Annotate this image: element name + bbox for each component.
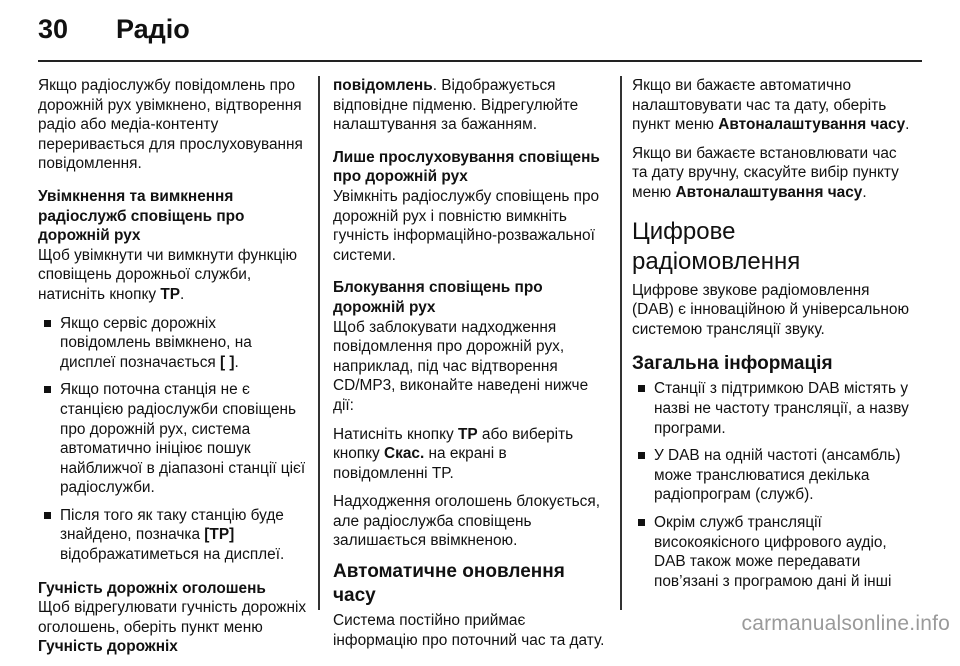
menu-item-label: Гучність дорожніх	[38, 638, 178, 656]
button-label: Скас.	[384, 445, 425, 463]
page-header	[38, 14, 922, 54]
paragraph	[333, 425, 605, 484]
text: Щоб увімкнути чи вимкнути функцію сповіщень дорожньої служби, натисніть кнопку	[38, 246, 298, 303]
text: У DAB на одній частоті (ансамбль) може транслюватися декілька радіопрограм (служб).	[654, 447, 901, 504]
menu-item-label: Автоналаштування часу	[675, 183, 863, 201]
bullet-icon	[638, 452, 645, 459]
paragraph: Увімкніть радіослужбу сповіщень про дорожній рух і повністю вимкніть гучність інформаційно-розважальної системи.	[333, 187, 600, 264]
text: . Відображується відповідне підменю. Відрегулюйте налаштування за бажанням.	[333, 77, 579, 134]
list-item	[38, 506, 310, 565]
bullet-icon	[638, 385, 645, 392]
paragraph: Система постійно приймає інформацію про поточний час та дату.	[333, 612, 605, 649]
text: Щоб відрегулювати гучність дорожніх оголошень, оберіть пункт меню	[38, 599, 307, 636]
bullet-icon	[44, 512, 51, 519]
list-item	[632, 446, 910, 505]
list-item	[632, 379, 910, 438]
paragraph	[38, 598, 310, 657]
section-heading: Лише прослуховування сповіщень про дорожній рух	[333, 148, 600, 186]
column-2	[333, 76, 605, 659]
text: Станції з підтримкою DAB містять у назві не частоту трансляції, а назву програми.	[654, 380, 909, 437]
text: .	[180, 285, 185, 303]
text: Якщо поточна станція не є станцією радіослужби сповіщень про дорожній рух, система автоматично ініціює пошук найближчої в діапазоні станції цієї радіослужби.	[60, 381, 306, 497]
display-mark: [TP]	[204, 526, 235, 544]
text: Якщо ви бажаєте автоматично налаштовувати час та дату, оберіть пункт меню	[632, 77, 887, 134]
paragraph: Цифрове звукове радіомовлення (DAB) є інноваційною й універсальною системою трансляції звуку.	[632, 281, 910, 338]
paragraph	[632, 76, 910, 135]
text: або виберіть кнопку	[333, 425, 574, 463]
paragraph	[38, 246, 310, 305]
paragraph	[632, 144, 910, 203]
header-rule	[38, 60, 922, 62]
paragraph: Якщо радіослужбу повідомлень про дорожній рух увімкнено, відтворення радіо або медіа-контенту переривається для прослуховування повідомлення.	[38, 77, 303, 173]
text: Після того як таку станцію буде знайдено, позначка	[60, 506, 284, 544]
bullet-icon	[44, 320, 51, 327]
paragraph: Надходження оголошень блокується, але радіослужба сповіщень залишається ввімкненою.	[333, 493, 600, 550]
column-3	[632, 76, 910, 599]
column-divider	[620, 76, 622, 610]
key-label: TP	[160, 285, 181, 303]
text: Натисніть кнопку	[333, 425, 458, 443]
paragraph: Щоб заблокувати надходження повідомлення про дорожній рух, наприклад, під час відтворення CD/MP3, виконайте наведені нижче дії:	[333, 318, 589, 414]
text: відображатиметься на дисплеї.	[60, 546, 285, 564]
list-item	[38, 380, 310, 498]
display-mark: [ ]	[220, 353, 235, 371]
menu-item-label: Автоналаштування часу	[718, 116, 906, 134]
text: .	[234, 353, 239, 371]
section-heading: Блокування сповіщень про дорожній рух	[333, 279, 543, 316]
section-heading: Гучність дорожніх оголошень	[38, 579, 266, 597]
bullet-icon	[44, 386, 51, 393]
watermark: carmanualsonline.info	[741, 612, 950, 635]
list-item	[38, 314, 310, 373]
text: .	[905, 116, 910, 134]
list-item	[632, 513, 910, 591]
chapter-heading: Цифрове радіомовлення	[632, 217, 801, 275]
menu-item-label: повідомлень	[333, 77, 433, 94]
key-label: TP	[457, 425, 478, 443]
page-number: 30	[38, 14, 69, 44]
section-heading: Загальна інформація	[632, 353, 833, 375]
column-1	[38, 76, 310, 666]
text: .	[862, 183, 867, 201]
bullet-icon	[638, 519, 645, 526]
text: Окрім служб трансляції високоякісного цифрового аудіо, DAB також може передавати пов’язані з програмою дані й інші	[654, 513, 892, 590]
page-title: Радіо	[116, 14, 190, 44]
section-heading: Автоматичне оновлення часу	[333, 561, 565, 607]
paragraph	[333, 76, 605, 135]
text: на екрані в повідомленні TP.	[333, 445, 507, 482]
column-divider	[318, 76, 320, 610]
section-heading: Увімкнення та вимкнення радіослужб сповіщень про дорожній рух	[38, 187, 245, 245]
text: Якщо ви бажаєте встановлювати час та дату вручну, скасуйте вибір пункту меню	[632, 144, 899, 201]
text: Якщо сервіс дорожніх повідомлень ввімкнено, на дисплеї позначається	[60, 314, 252, 371]
